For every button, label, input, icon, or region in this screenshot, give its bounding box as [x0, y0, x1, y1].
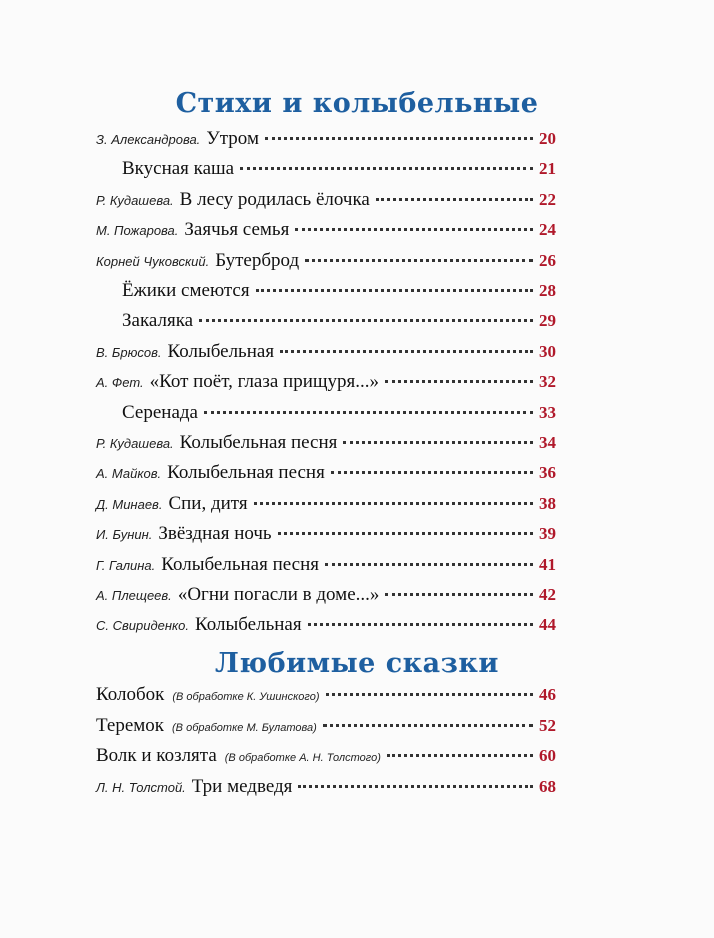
entry-title: Волк и козлята [96, 745, 217, 766]
dot-leader [385, 380, 533, 383]
entry-title: Утром [206, 128, 259, 149]
toc-entry [122, 402, 556, 430]
entry-page-number: 29 [539, 311, 556, 331]
dot-leader [326, 693, 534, 696]
dot-leader [280, 350, 533, 353]
toc-entry [96, 745, 556, 773]
toc-entry [96, 584, 556, 612]
entry-title: Теремок [96, 714, 165, 736]
dot-leader [305, 259, 533, 262]
entry-title: Колыбельная [167, 340, 275, 362]
entry-page-number: 60 [539, 746, 556, 765]
entry-page-number: 34 [539, 433, 556, 452]
entry-title: Закаляка [122, 310, 194, 332]
toc-entry [96, 614, 556, 642]
entry-author: С. Свириденко. [96, 618, 190, 634]
entry-title: Спи, дитя [168, 492, 248, 514]
entry-author: З. Александрова. [96, 132, 201, 147]
entry-page-number: 68 [539, 776, 556, 796]
toc-entry [96, 715, 556, 743]
dot-leader [254, 502, 533, 505]
dot-leader [265, 137, 533, 140]
dot-leader [199, 319, 533, 322]
entry-page-number: 24 [539, 220, 556, 240]
dot-leader [323, 724, 533, 727]
entry-title: Заячья семья [184, 219, 290, 241]
entry-title: Колыбельная песня [167, 462, 325, 484]
entry-page-number: 42 [539, 585, 556, 604]
entry-author: Д. Минаев. [96, 496, 163, 512]
entry-author: М. Пожарова. [96, 223, 179, 239]
entry-title: Колобок [96, 684, 165, 705]
toc-entry [96, 523, 556, 551]
entry-title: Три медведя [191, 775, 293, 797]
toc-entry [96, 250, 556, 278]
dot-leader [385, 593, 533, 596]
entry-author: А. Плещеев. [96, 588, 172, 603]
entry-author: Р. Кудашева. [96, 436, 174, 451]
entry-page-number: 26 [539, 250, 556, 270]
section-title-tales: Любимые сказки [215, 648, 499, 679]
dot-leader [343, 441, 533, 444]
toc-entry [122, 280, 556, 308]
entry-author: И. Бунин. [96, 527, 153, 543]
section-title-poems: Стихи и колыбельные [175, 88, 539, 119]
toc-entry [96, 776, 556, 804]
entry-page-number: 44 [539, 615, 556, 635]
toc-entry [96, 462, 556, 490]
entry-title: «Огни погасли в доме...» [177, 584, 380, 605]
entry-note: (В обработке М. Булатова) [172, 721, 317, 734]
toc-entry [96, 554, 556, 582]
entry-author: А. Майков. [96, 466, 162, 482]
dot-leader [308, 623, 533, 626]
entry-title: «Кот поёт, глаза прищуря...» [149, 371, 380, 393]
dot-leader [256, 289, 533, 292]
entry-page-number: 36 [539, 463, 556, 483]
entry-page-number: 32 [539, 372, 556, 392]
dot-leader [331, 471, 533, 474]
entry-note: (В обработке А. Н. Толстого) [224, 752, 381, 764]
dot-leader [325, 563, 533, 566]
entry-author: Л. Н. Толстой. [96, 779, 186, 795]
dot-leader [298, 785, 533, 788]
toc-entry [122, 158, 556, 186]
entry-note: (В обработке К. Ушинского) [172, 691, 320, 703]
entry-page-number: 21 [539, 159, 556, 179]
entry-title: Звёздная ночь [158, 523, 272, 545]
entry-title: Колыбельная песня [179, 432, 338, 453]
toc-entry [96, 189, 556, 217]
entry-page-number: 52 [539, 715, 556, 735]
toc-entry [96, 219, 556, 247]
entry-page-number: 30 [539, 341, 556, 361]
dot-leader [387, 754, 533, 757]
entry-author: Г. Галина. [96, 557, 156, 573]
toc-entry [96, 684, 556, 712]
toc-entry [96, 341, 556, 369]
toc-entry [96, 371, 556, 399]
toc-entry [96, 493, 556, 521]
toc-entry [96, 432, 556, 460]
entry-page-number: 38 [539, 493, 556, 513]
entry-title: Серенада [122, 401, 198, 423]
dot-leader [376, 198, 533, 201]
entry-page-number: 41 [539, 554, 556, 574]
entry-title: Колыбельная песня [161, 553, 320, 575]
toc-entry [122, 310, 556, 338]
entry-author: В. Брюсов. [96, 344, 162, 360]
toc-entry [96, 128, 556, 156]
dot-leader [278, 532, 533, 535]
entry-author: Корней Чуковский. [96, 253, 210, 269]
entry-title: Бутерброд [215, 249, 300, 271]
entry-title: В лесу родилась ёлочка [179, 188, 370, 210]
dot-leader [204, 411, 533, 414]
entry-page-number: 33 [539, 402, 556, 422]
entry-author: Р. Кудашева. [96, 192, 174, 208]
entry-title: Вкусная каша [122, 158, 235, 180]
entry-page-number: 46 [539, 685, 556, 704]
entry-title: Колыбельная [195, 614, 302, 636]
dot-leader [240, 167, 533, 170]
dot-leader [295, 228, 533, 231]
entry-author: А. Фет. [96, 375, 144, 391]
entry-page-number: 20 [539, 129, 556, 148]
entry-page-number: 22 [539, 189, 556, 209]
entry-title: Ёжики смеются [122, 280, 250, 301]
entry-page-number: 28 [539, 281, 556, 300]
entry-page-number: 39 [539, 524, 556, 544]
